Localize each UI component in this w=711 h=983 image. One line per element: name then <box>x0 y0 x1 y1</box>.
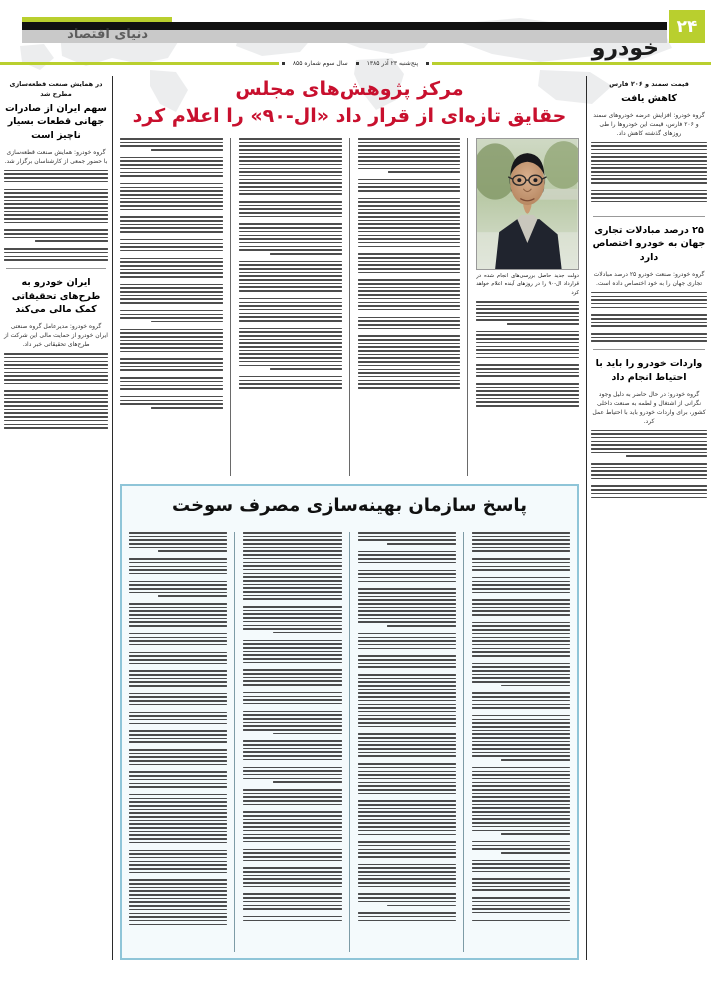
sidebar-left-kicker-0: در همایش صنعت قطعه‌سازی مطرح شد <box>9 80 103 98</box>
article-main-columns <box>116 138 583 476</box>
sidebar-right-body-1 <box>591 292 707 342</box>
sidebar-right-item-1 <box>591 224 707 342</box>
page-body <box>0 72 711 962</box>
section-title: خودرو <box>591 36 659 61</box>
dateline-rule-left <box>0 62 279 65</box>
article-photo-caption: دولت جدید حاصل بررسی‌های انجام شده در قرارداد ال-۹۰ را در روزهای آینده اعلام خواهد کرد <box>476 273 579 296</box>
article-secondary-body-0 <box>472 532 570 921</box>
article-main-column-3 <box>120 138 231 476</box>
dateline-dot-3 <box>282 62 285 65</box>
sidebar-left-body-1 <box>4 353 108 429</box>
sidebar-left-headline-0: سهم ایران از صادرات جهانی قطعات بسیار ناچیز است <box>5 102 107 142</box>
article-secondary-columns <box>129 532 570 952</box>
dateline-dot-2 <box>356 62 359 65</box>
sidebar-right-body-2 <box>591 430 707 505</box>
sidebar-left-body-0 <box>4 170 108 261</box>
article-secondary-column-3 <box>129 532 235 952</box>
sidebar-right-lead-2: گروه خودرو: در حال حاضر به دلیل وجود نگرانی از اشتغال و لطمه به صنعت داخلی کشور، برای واردات خودرو باید با احتیاط عمل کرد. <box>592 390 706 425</box>
article-main-headline-line1: مرکز پژوهش‌های مجلس <box>235 78 464 100</box>
article-secondary-headline: پاسخ سازمان بهینه‌سازی مصرف سوخت <box>172 495 527 516</box>
sidebar-right-item-2 <box>591 357 707 504</box>
sidebar-left-item-1 <box>4 276 108 429</box>
article-photo <box>476 138 579 270</box>
article-secondary-column-0 <box>472 532 570 952</box>
dateline <box>0 57 711 69</box>
sidebar-right-body-0 <box>591 142 707 209</box>
article-main-body-0 <box>476 301 579 407</box>
sidebar-left-item-0 <box>4 80 108 261</box>
article-main-column-2 <box>239 138 350 476</box>
sidebar-right <box>587 72 711 962</box>
main-content <box>116 72 583 962</box>
article-main-column-0 <box>476 138 579 476</box>
article-secondary-body-3 <box>129 532 227 931</box>
sidebar-right-lead-0: گروه خودرو: افزایش عرضه خودروهای سمند و ۲۰۶ فارس، قیمت این خودروها را طی روزهای گذشته کاهش داد. <box>593 111 705 137</box>
article-secondary-column-1 <box>358 532 464 952</box>
page-bottom-margin <box>0 962 711 983</box>
article-main <box>116 72 583 476</box>
article-secondary-body-1 <box>358 532 456 921</box>
paper-name: دنیای اقتصاد <box>67 27 148 42</box>
sidebar-left-headline-1: ایران خودرو به طرح‌های تحقیقاتی کمک مالی می‌کند <box>11 276 101 316</box>
sidebar-left-lead-0: گروه خودرو: همایش صنعت قطعه‌سازی با حضور جمعی از کارشناسان برگزار شد. <box>4 148 108 165</box>
sidebar-right-headline-0: کاهش یافت <box>621 92 677 104</box>
article-main-body-2 <box>239 138 342 389</box>
sidebar-left <box>0 72 112 962</box>
sidebar-right-rule-1 <box>593 349 705 350</box>
divider-left <box>112 76 113 960</box>
dateline-weekday-date: پنج‌شنبه ۲۳ آذر ۱۳۸۵ <box>366 59 419 67</box>
sidebar-right-kicker-0: قیمت سمند و ۲۰۶ فارس <box>609 80 689 88</box>
sidebar-right-headline-1: ۲۵ درصد مبادلات تجاری جهان به خودرو اختصاص دارد <box>592 224 706 264</box>
dateline-rule-right <box>432 62 711 65</box>
article-main-body-1 <box>358 138 461 389</box>
dateline-dot-1 <box>426 62 429 65</box>
dateline-year-issue: سال سوم شماره ۸۵۵ <box>292 59 348 67</box>
sidebar-left-rule-0 <box>6 268 106 269</box>
sidebar-right-rule-0 <box>593 216 705 217</box>
sidebar-right-item-0 <box>591 80 707 209</box>
article-secondary <box>120 484 579 960</box>
article-secondary-column-2 <box>243 532 349 952</box>
sidebar-right-lead-1: گروه خودرو: صنعت خودرو ۲۵ درصد مبادلات تجاری جهان را به خود اختصاص داده است. <box>593 270 705 287</box>
sidebar-left-lead-1: گروه خودرو: مدیرعامل گروه صنعتی ایران خودرو از حمایت مالی این شرکت از طرح‌های تحقیقاتی خبر داد. <box>4 323 108 349</box>
article-main-headline <box>116 72 583 130</box>
article-main-headline-line2: حقایق تازه‌ای از قرار داد «ال-۹۰» را اعلام کرد <box>132 104 567 127</box>
page-number-badge: ۲۴ <box>669 10 705 43</box>
sidebar-right-headline-2: واردات خودرو را باید با احتیاط انجام داد <box>595 357 703 383</box>
article-secondary-body-2 <box>243 532 341 921</box>
article-photo-wrap <box>476 138 579 297</box>
article-main-column-1 <box>358 138 469 476</box>
article-main-body-3 <box>120 138 223 415</box>
masthead <box>0 0 711 74</box>
